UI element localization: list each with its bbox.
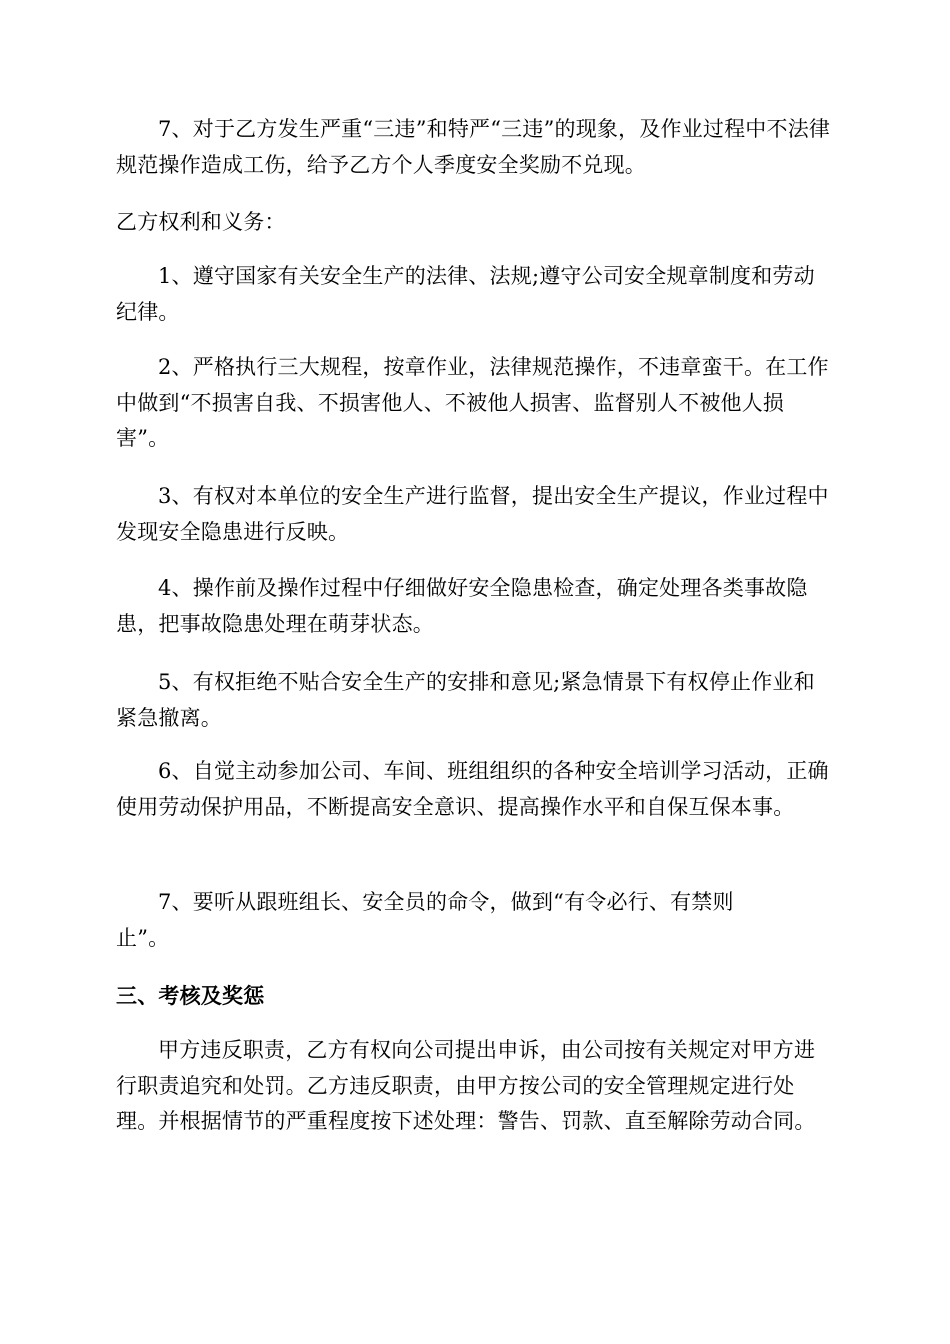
paragraph-party-b-item-7: 7、要听从跟班组长、安全员的命令，做到“有令必行、有禁则止”。 bbox=[116, 890, 734, 950]
paragraph-assessment: 甲方违反职责，乙方有权向公司提出申诉，由公司按有关规定对甲方进行职责追究和处罚。乙方违反职责，由甲方按公司的安全管理规定进行处理。并根据情节的严重程度按下述处理：警告、罚款、直至解除劳动合同。 bbox=[116, 1038, 816, 1133]
paragraph-party-a-item-7: 7、对于乙方发生严重“三违”和特严“三违”的现象，及作业过程中不法律规范操作造成工伤，给予乙方个人季度安全奖励不兑现。 bbox=[116, 117, 831, 177]
section-heading: 三、考核及奖惩 bbox=[116, 984, 265, 1008]
paragraph-party-b-item-1: 1、遵守国家有关安全生产的法律、法规;遵守公司安全规章制度和劳动纪律。 bbox=[116, 264, 815, 324]
paragraph-party-b-rights-title: 乙方权利和义务： bbox=[116, 210, 286, 234]
paragraph-party-b-item-5: 5、有权拒绝不贴合安全生产的安排和意见;紧急情景下有权停止作业和紧急撤离。 bbox=[116, 670, 815, 730]
paragraph-party-b-item-2: 2、严格执行三大规程，按章作业，法律规范操作，不违章蛮干。在工作中做到“不损害自我、不损害他人、不被他人损害、监督别人不被他人损害”。 bbox=[116, 355, 829, 450]
paragraph-party-b-item-3: 3、有权对本单位的安全生产进行监督，提出安全生产提议，作业过程中发现安全隐患进行反映。 bbox=[116, 484, 829, 544]
paragraph-party-b-item-4: 4、操作前及操作过程中仔细做好安全隐患检查，确定处理各类事故隐患，把事故隐患处理在萌芽状态。 bbox=[116, 576, 808, 636]
paragraph-party-b-item-6: 6、自觉主动参加公司、车间、班组组织的各种安全培训学习活动，正确使用劳动保护用品，不断提高安全意识、提高操作水平和自保互保本事。 bbox=[116, 759, 829, 819]
